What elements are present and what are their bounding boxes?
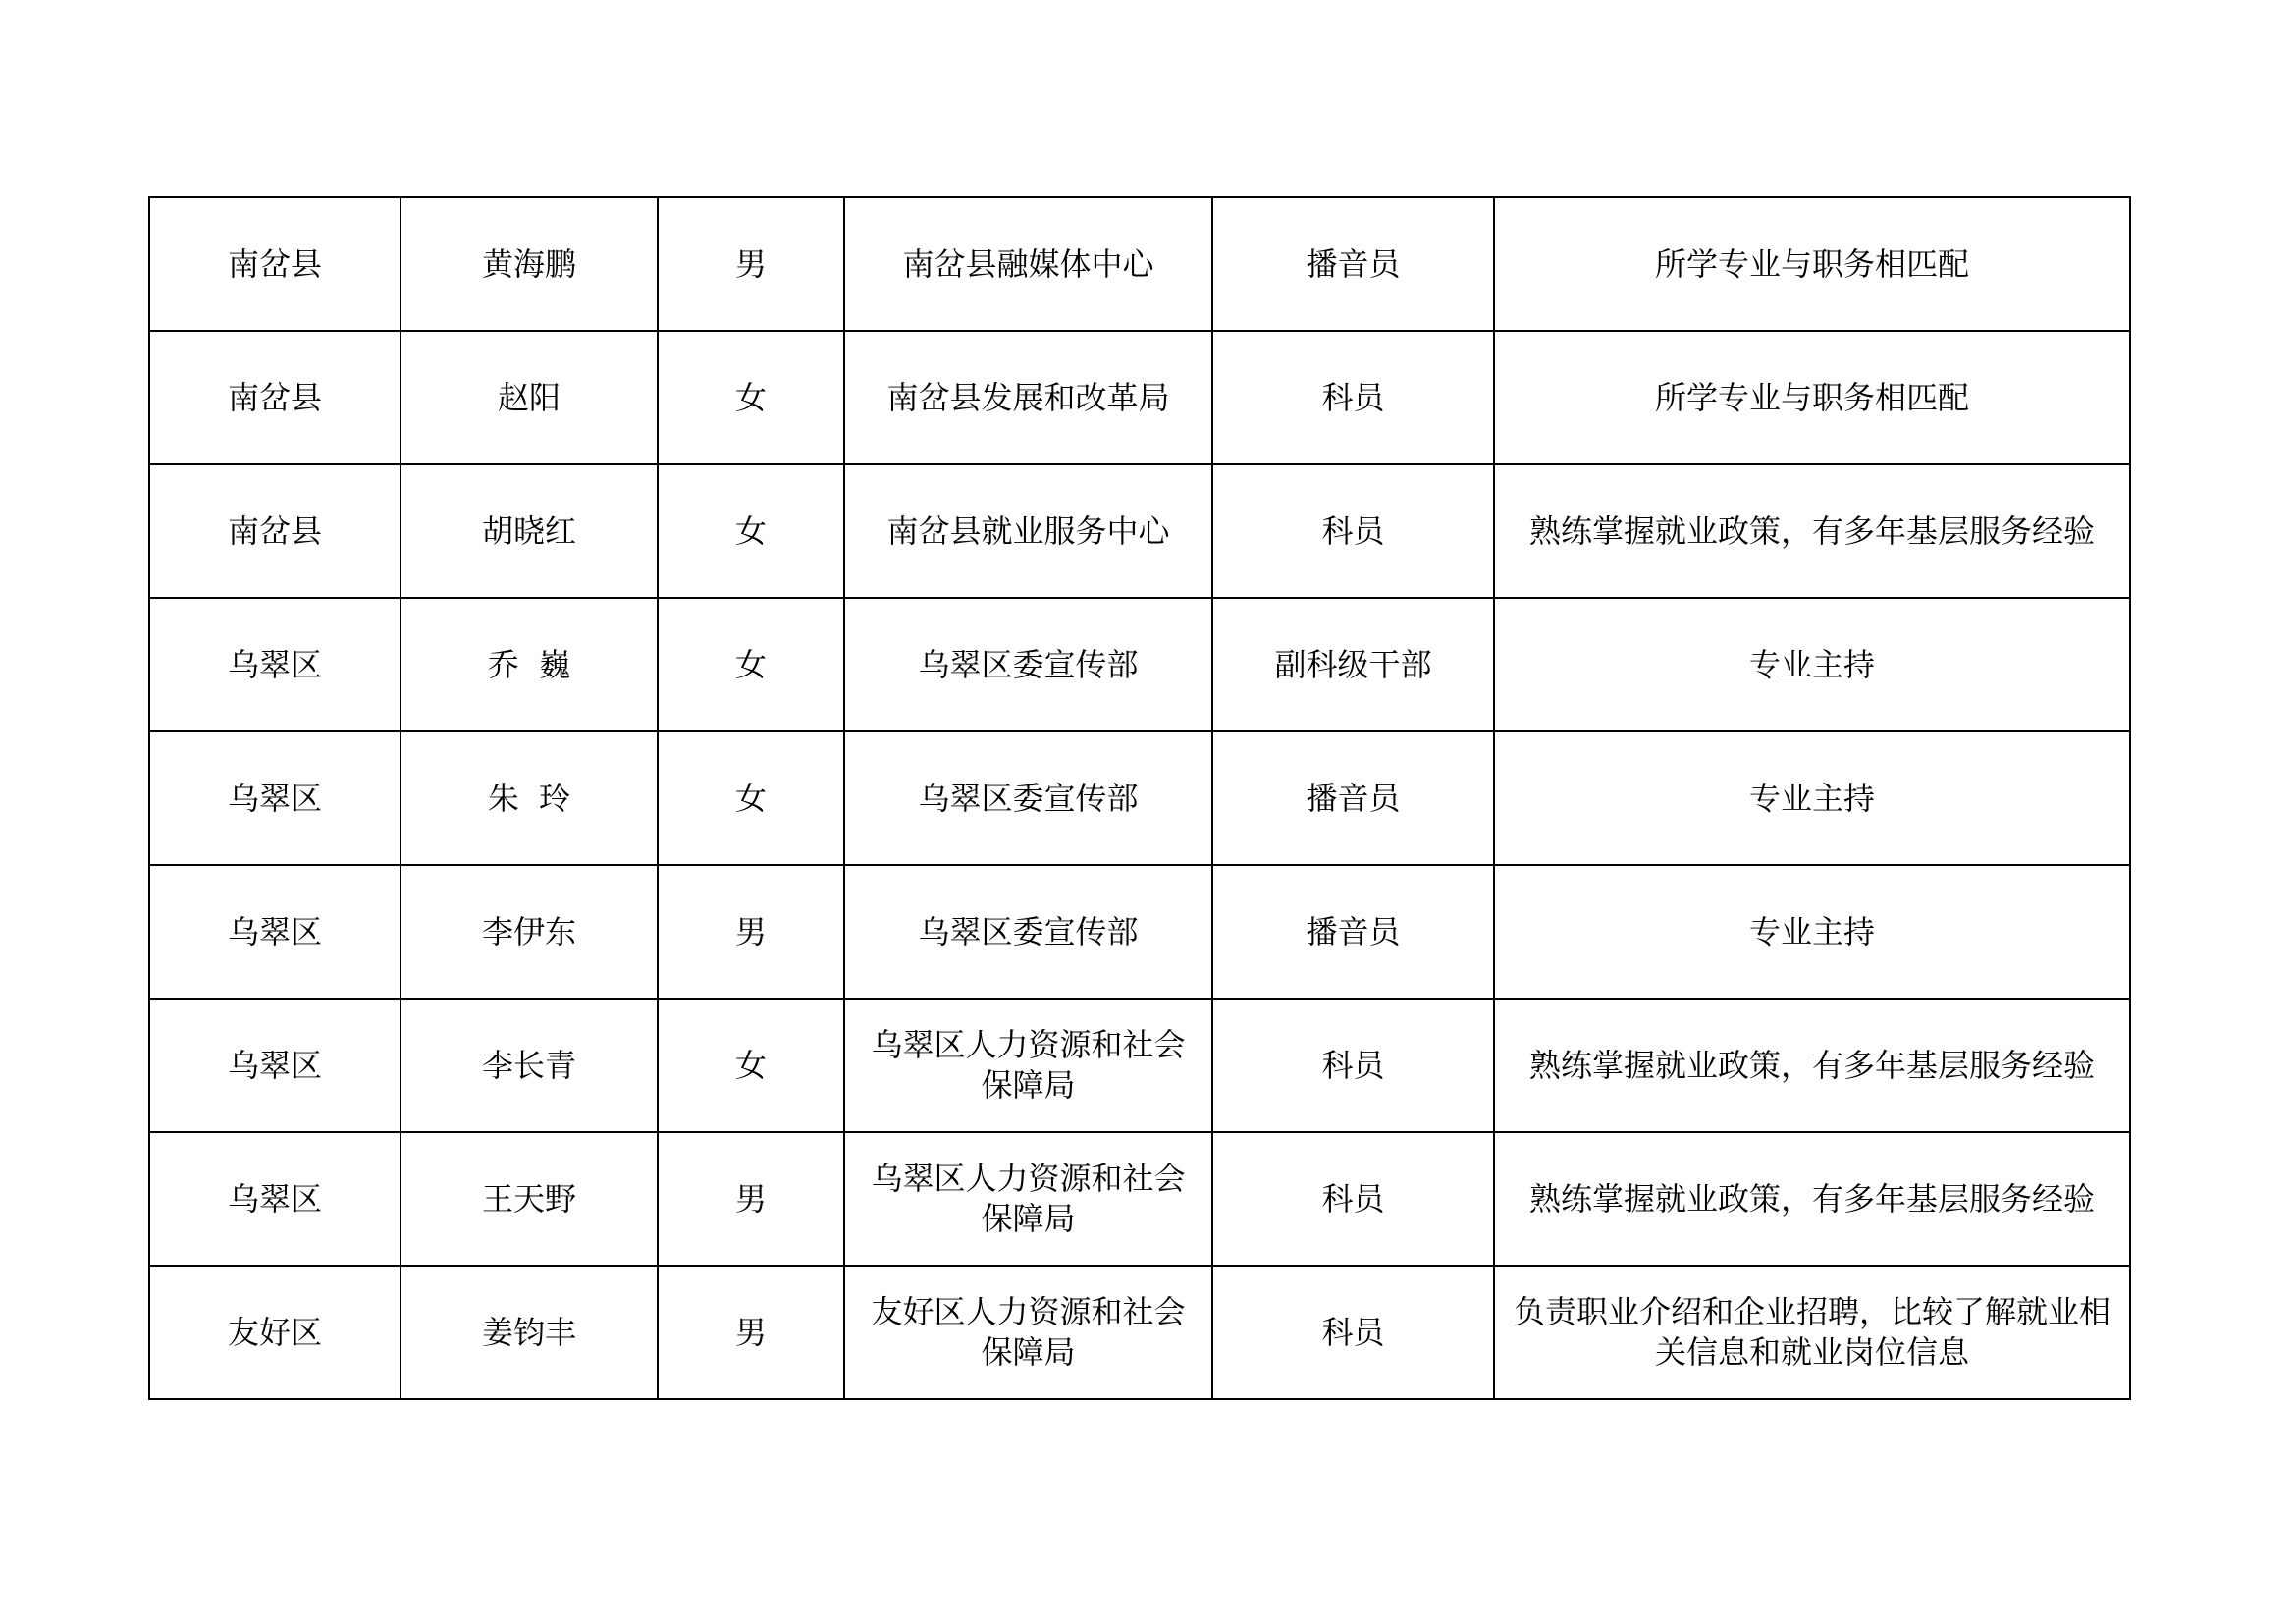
cell-unit-line: 乌翠区委宣传部 (918, 912, 1139, 950)
table-row (149, 865, 2130, 999)
cell-position (1212, 197, 1494, 331)
cell-gender (658, 331, 844, 464)
cell-gender-text: 女 (734, 378, 767, 416)
cell-unit (844, 197, 1212, 331)
cell-gender-text: 女 (734, 645, 767, 683)
cell-unit (844, 999, 1212, 1132)
cell-position (1212, 1132, 1494, 1266)
cell-note (1494, 865, 2130, 999)
cell-name (400, 197, 658, 331)
cell-region (149, 731, 400, 865)
cell-region (149, 865, 400, 999)
cell-name-text: 姜钧丰 (481, 1313, 576, 1351)
cell-name (400, 865, 658, 999)
cell-region-text: 乌翠区 (227, 1046, 322, 1084)
cell-gender-text: 男 (734, 244, 767, 283)
personnel-table (148, 196, 2131, 1400)
cell-note (1494, 598, 2130, 731)
cell-region (149, 464, 400, 598)
cell-position-text: 播音员 (1306, 244, 1401, 283)
cell-position (1212, 865, 1494, 999)
cell-gender-text: 男 (734, 1179, 767, 1217)
cell-note-line: 专业主持 (1748, 779, 1875, 817)
cell-note (1494, 999, 2130, 1132)
cell-region-text: 乌翠区 (227, 779, 322, 817)
cell-position-text: 科员 (1321, 1046, 1385, 1084)
cell-note-line: 关信息和就业岗位信息 (1654, 1333, 1969, 1371)
cell-unit-line: 乌翠区委宣传部 (918, 645, 1139, 683)
cell-region (149, 999, 400, 1132)
cell-gender-text: 女 (734, 1046, 767, 1084)
table-body (149, 197, 2130, 1399)
cell-name-text: 黄海鹏 (481, 244, 576, 283)
cell-name-text: 赵阳 (497, 378, 561, 416)
cell-gender (658, 865, 844, 999)
cell-unit (844, 1266, 1212, 1399)
cell-note-line: 所学专业与职务相匹配 (1654, 378, 1969, 416)
cell-gender-text: 男 (734, 1313, 767, 1351)
cell-note (1494, 331, 2130, 464)
cell-region (149, 1132, 400, 1266)
cell-note (1494, 731, 2130, 865)
cell-unit (844, 464, 1212, 598)
cell-note-line: 专业主持 (1748, 645, 1875, 683)
cell-note-line: 熟练掌握就业政策，有多年基层服务经验 (1528, 1179, 2095, 1217)
table-row (149, 731, 2130, 865)
cell-unit (844, 1132, 1212, 1266)
cell-unit (844, 731, 1212, 865)
cell-region-text: 乌翠区 (227, 1179, 322, 1217)
cell-note (1494, 1132, 2130, 1266)
cell-position-text: 副科级干部 (1274, 645, 1432, 683)
cell-unit (844, 331, 1212, 464)
cell-note (1494, 464, 2130, 598)
cell-position-text: 播音员 (1306, 912, 1401, 950)
cell-unit (844, 598, 1212, 731)
cell-note (1494, 1266, 2130, 1399)
cell-position (1212, 731, 1494, 865)
cell-note-line: 熟练掌握就业政策，有多年基层服务经验 (1528, 1046, 2095, 1084)
cell-region (149, 598, 400, 731)
cell-gender (658, 731, 844, 865)
cell-region-text: 乌翠区 (227, 645, 322, 683)
cell-region-text: 南岔县 (227, 512, 322, 550)
cell-gender-text: 女 (734, 512, 767, 550)
cell-name (400, 999, 658, 1132)
cell-name-text: 朱 玲 (487, 779, 571, 817)
cell-name (400, 331, 658, 464)
cell-gender (658, 598, 844, 731)
cell-name-text: 胡晓红 (481, 512, 576, 550)
cell-position (1212, 999, 1494, 1132)
cell-name (400, 464, 658, 598)
cell-unit-line: 保障局 (981, 1066, 1076, 1104)
cell-name-text: 王天野 (481, 1179, 576, 1217)
cell-gender (658, 1132, 844, 1266)
cell-gender (658, 999, 844, 1132)
cell-name-text: 李长青 (481, 1046, 576, 1084)
cell-gender (658, 1266, 844, 1399)
cell-position-text: 科员 (1321, 378, 1385, 416)
cell-unit-line: 乌翠区人力资源和社会 (871, 1160, 1186, 1197)
cell-region (149, 331, 400, 464)
table-row (149, 331, 2130, 464)
cell-name (400, 1132, 658, 1266)
cell-region (149, 1266, 400, 1399)
cell-region (149, 197, 400, 331)
cell-position (1212, 1266, 1494, 1399)
cell-unit-line: 南岔县发展和改革局 (886, 378, 1170, 416)
cell-position (1212, 598, 1494, 731)
cell-note-line: 熟练掌握就业政策，有多年基层服务经验 (1528, 512, 2095, 550)
cell-unit-line: 保障局 (981, 1333, 1076, 1371)
cell-region-text: 友好区 (227, 1313, 322, 1351)
table-row (149, 598, 2130, 731)
cell-name (400, 731, 658, 865)
cell-position-text: 科员 (1321, 1313, 1385, 1351)
cell-name-text: 李伊东 (481, 912, 576, 950)
cell-unit-line: 南岔县融媒体中心 (902, 244, 1154, 283)
cell-note (1494, 197, 2130, 331)
cell-note-line: 负责职业介绍和企业招聘，比较了解就业相 (1513, 1293, 2110, 1330)
cell-region-text: 南岔县 (227, 378, 322, 416)
cell-position-text: 科员 (1321, 1179, 1385, 1217)
cell-unit-line: 乌翠区委宣传部 (918, 779, 1139, 817)
cell-note-line: 所学专业与职务相匹配 (1654, 244, 1969, 283)
table-row (149, 999, 2130, 1132)
cell-position (1212, 464, 1494, 598)
cell-position (1212, 331, 1494, 464)
cell-name (400, 598, 658, 731)
cell-region-text: 南岔县 (227, 244, 322, 283)
cell-position-text: 科员 (1321, 512, 1385, 550)
cell-unit-line: 乌翠区人力资源和社会 (871, 1026, 1186, 1063)
cell-region-text: 乌翠区 (227, 912, 322, 950)
cell-gender (658, 197, 844, 331)
cell-gender (658, 464, 844, 598)
table-row (149, 1132, 2130, 1266)
table-row (149, 464, 2130, 598)
cell-name (400, 1266, 658, 1399)
cell-unit-line: 保障局 (981, 1200, 1076, 1237)
cell-position-text: 播音员 (1306, 779, 1401, 817)
cell-unit (844, 865, 1212, 999)
table-row (149, 1266, 2130, 1399)
cell-name-text: 乔 巍 (487, 645, 571, 683)
table-row (149, 197, 2130, 331)
cell-gender-text: 男 (734, 912, 767, 950)
cell-unit-line: 南岔县就业服务中心 (886, 512, 1170, 550)
cell-unit-line: 友好区人力资源和社会 (871, 1293, 1186, 1330)
cell-gender-text: 女 (734, 779, 767, 817)
cell-note-line: 专业主持 (1748, 912, 1875, 950)
